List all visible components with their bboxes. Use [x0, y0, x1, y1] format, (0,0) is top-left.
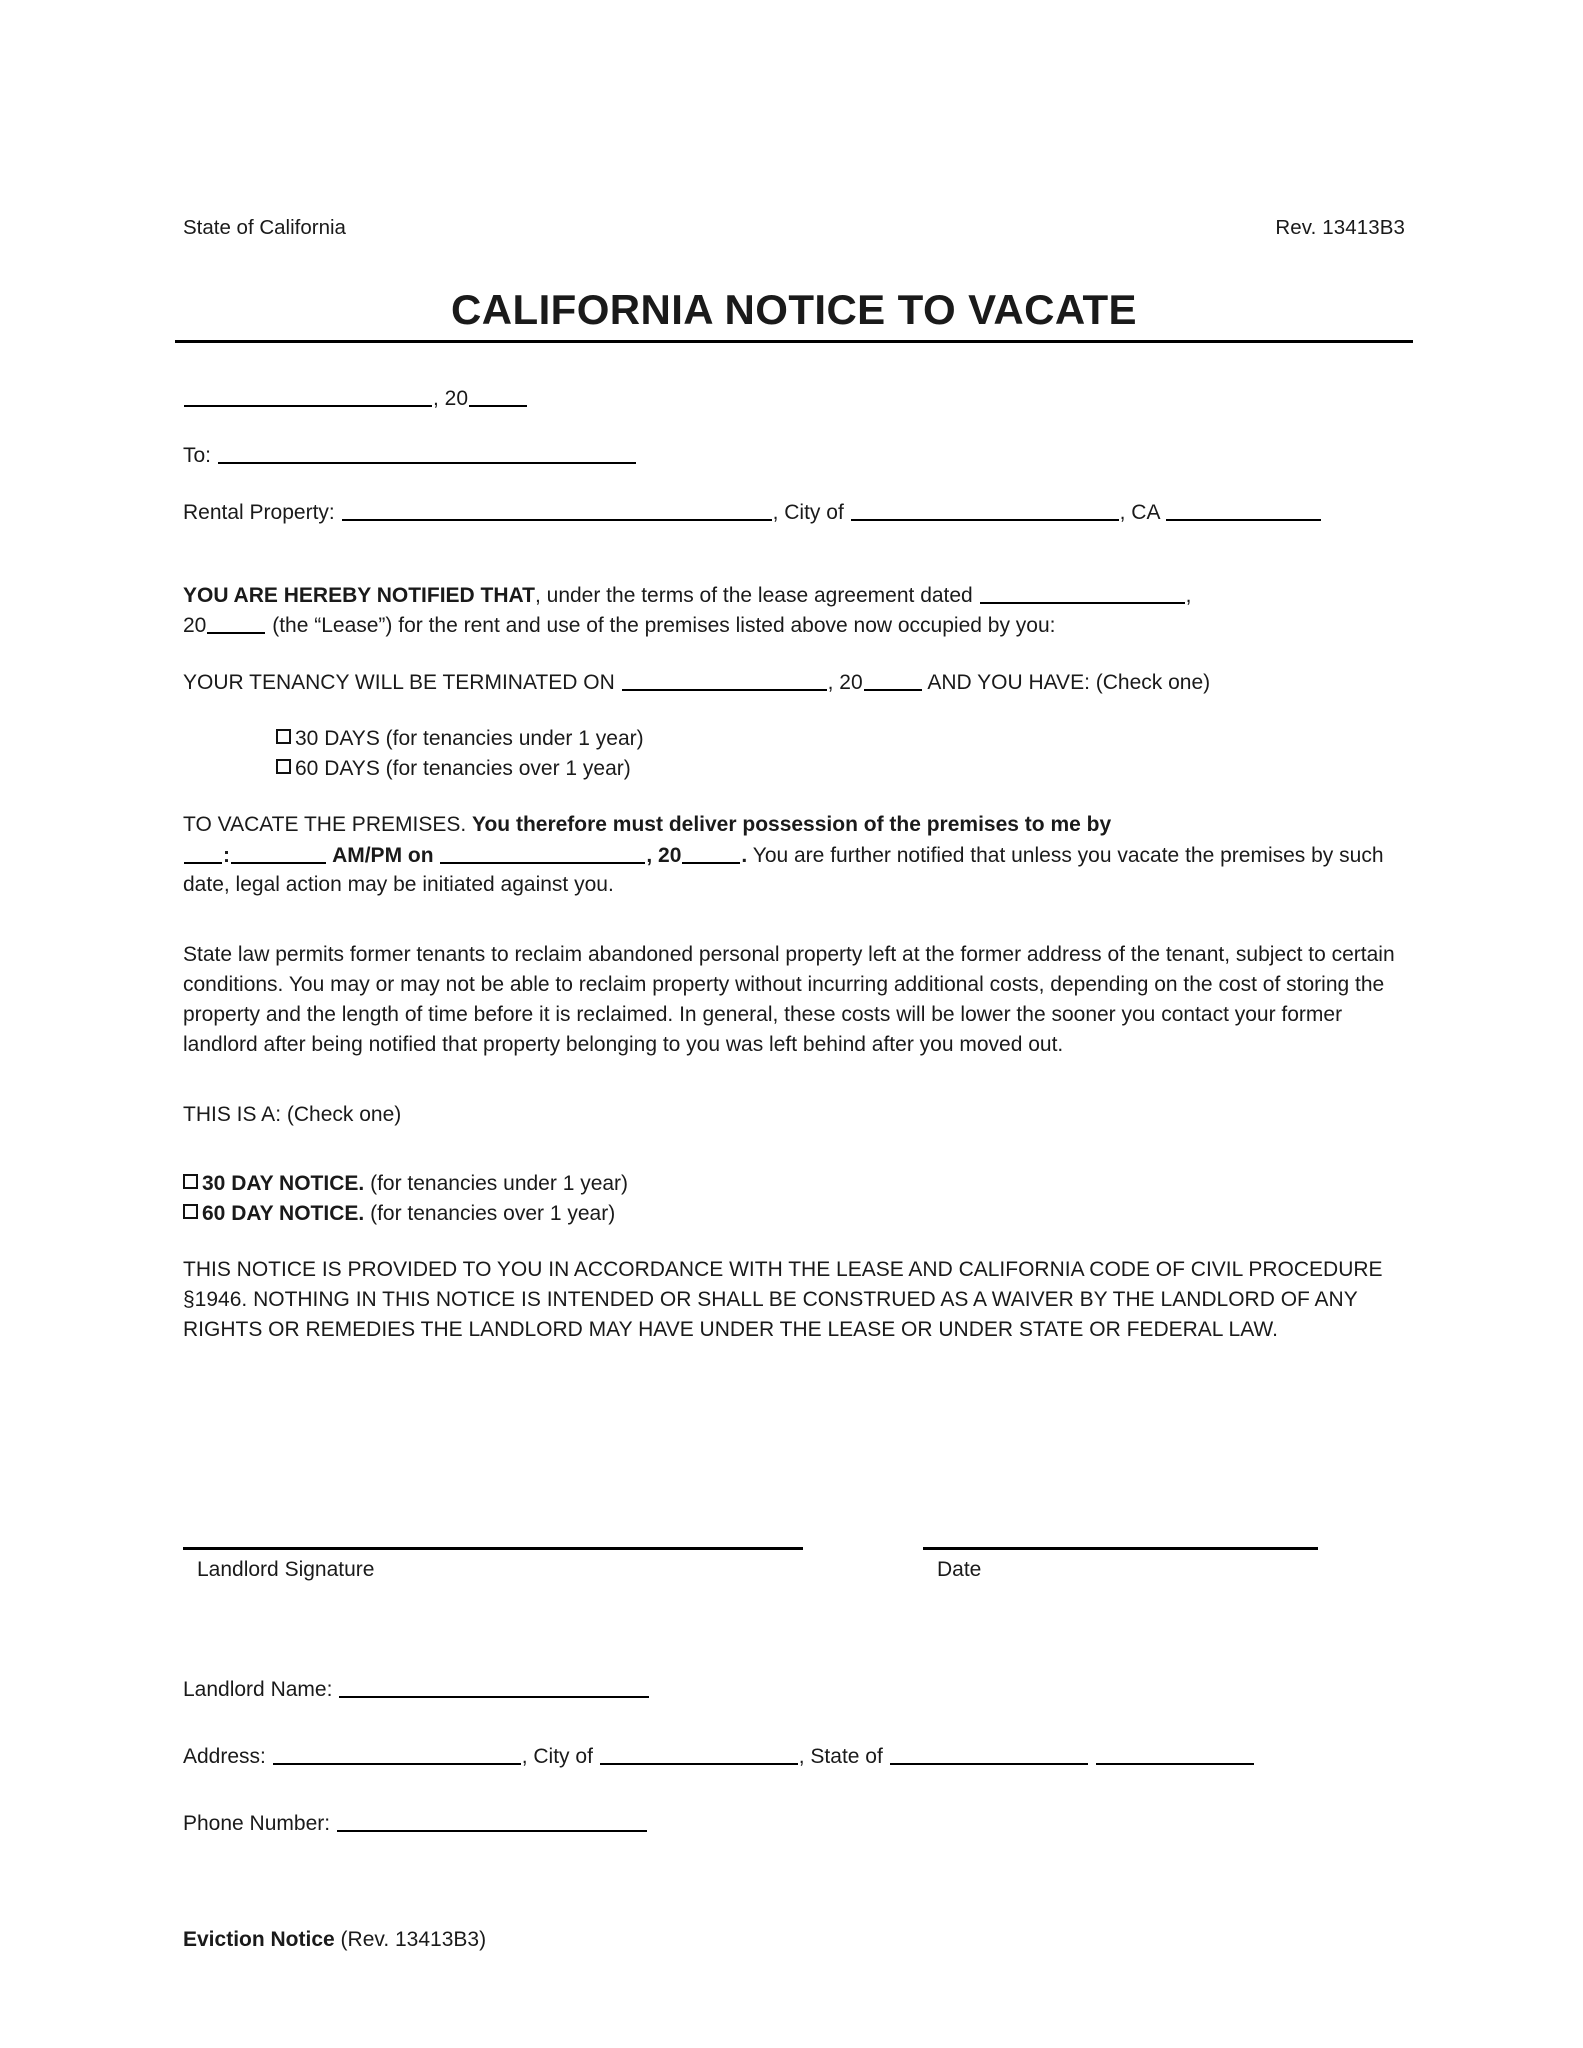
rental-property-zip-blank[interactable]: [1166, 497, 1321, 521]
landlord-name-label: Landlord Name:: [183, 1678, 333, 1702]
spacer: [183, 698, 1405, 724]
document-header: [183, 216, 1405, 241]
landlord-address-city-blank[interactable]: [600, 1741, 798, 1765]
rental-property-state-label: , CA: [1119, 500, 1160, 524]
hereby-notified-text-3: (the “Lease”) for the rent and use of the premises listed above now occupied by you:: [272, 614, 1056, 638]
termination-date-blank[interactable]: [622, 667, 827, 691]
lease-year-blank[interactable]: [207, 610, 265, 634]
checkbox-icon-30-days[interactable]: [276, 729, 291, 744]
vacate-period: .: [741, 843, 748, 867]
notice-option-60-day-bold: 60 DAY NOTICE.: [202, 1202, 365, 1226]
date-year-prefix: , 20: [433, 387, 469, 411]
vacate-date-blank[interactable]: [440, 840, 645, 864]
landlord-address-line: [183, 1741, 1405, 1772]
spacer: [183, 784, 1405, 810]
landlord-address-state-blank[interactable]: [890, 1741, 1088, 1765]
checkbox-icon-60-day-notice[interactable]: [183, 1204, 198, 1219]
days-option-60-label: 60 DAYS (for tenancies over 1 year): [295, 756, 631, 780]
notice-option-30-day[interactable]: [183, 1169, 1405, 1199]
page-title: CALIFORNIA NOTICE TO VACATE: [451, 286, 1137, 333]
abandoned-property-paragraph: State law permits former tenants to reclaim abandoned personal property left at the former address of the tenant, subject to certain conditions. You may or may not be able to reclaim property without incurring additional costs, depending on the cost of storing the property and the length of time before it is reclaimed. In general, these costs will be lower the sooner you contact your former landlord after being notified that property belonging to you was left behind after you moved out.: [183, 943, 1395, 1056]
spacer: [183, 926, 1405, 940]
header-revision-label: Rev. 13413B3: [1275, 216, 1405, 239]
landlord-address-city-label: , City of: [521, 1744, 593, 1768]
vacate-ampm-label: AM/PM on: [332, 843, 434, 867]
spacer: [183, 1229, 1405, 1255]
landlord-name-blank[interactable]: [339, 1674, 649, 1698]
footer-revision: (Rev. 13413B3): [340, 1928, 487, 1951]
spacer: [183, 554, 1405, 580]
rental-property-line: [183, 497, 1405, 528]
termination-text-2: , 20: [827, 671, 863, 695]
lease-date-blank[interactable]: [980, 580, 1185, 604]
signature-date-field[interactable]: [923, 1547, 1323, 1583]
title-block: [175, 288, 1413, 343]
notice-option-30-day-bold: 30 DAY NOTICE.: [202, 1172, 365, 1196]
rental-property-city-blank[interactable]: [851, 497, 1119, 521]
signature-block: [183, 1547, 1405, 1583]
termination-line: [183, 667, 1405, 698]
days-option-60[interactable]: [183, 754, 1405, 784]
signature-date-caption: Date: [937, 1558, 982, 1581]
vacate-text-1: TO VACATE THE PREMISES.: [183, 812, 467, 836]
vacate-year-blank[interactable]: [682, 840, 740, 864]
days-option-30-label: 30 DAYS (for tenancies under 1 year): [295, 727, 644, 751]
vacate-bold-1: You therefore must deliver possession of the premises to me by: [472, 812, 1112, 836]
vacate-text-2: You are further notified that unless you vacate the premises by such date, legal action may be initiated against you.: [183, 843, 1384, 897]
to-label: To:: [183, 443, 212, 467]
landlord-address-zip-blank[interactable]: [1096, 1741, 1254, 1765]
footer-title: Eviction Notice: [183, 1928, 335, 1951]
signature-lines-row: [183, 1547, 1405, 1583]
landlord-signature-field[interactable]: [183, 1547, 803, 1583]
spacer: [183, 1155, 1405, 1169]
vacate-minute-blank[interactable]: [231, 840, 326, 864]
termination-text-1: YOUR TENANCY WILL BE TERMINATED ON: [183, 671, 615, 695]
vacate-comma-year: , 20: [646, 843, 682, 867]
to-blank[interactable]: [218, 440, 636, 464]
landlord-fields: [183, 1674, 1405, 1839]
vacate-hour-blank[interactable]: [184, 840, 222, 864]
this-is-a-label: THIS IS A: (Check one): [183, 1102, 402, 1126]
hereby-notified-comma: ,: [1185, 583, 1192, 607]
landlord-address-state-label: , State of: [798, 1744, 883, 1768]
checkbox-icon-30-day-notice[interactable]: [183, 1174, 198, 1189]
landlord-address-label: Address:: [183, 1744, 266, 1768]
notice-option-60-day-text: [202, 1199, 615, 1229]
hereby-notified-paragraph: [183, 580, 1405, 642]
vacate-premises-paragraph: [183, 810, 1405, 900]
date-month-day-blank[interactable]: [184, 383, 432, 407]
vacate-colon: :: [223, 843, 230, 867]
hereby-notified-bold-lead: YOU ARE HEREBY NOTIFIED THAT: [183, 583, 535, 607]
landlord-address-blank[interactable]: [273, 1741, 521, 1765]
termination-year-blank[interactable]: [864, 667, 922, 691]
termination-text-3: AND YOU HAVE: (Check one): [927, 671, 1211, 695]
checkbox-icon-60-days[interactable]: [276, 759, 291, 774]
to-line: [183, 440, 1405, 471]
landlord-name-line: [183, 1674, 1405, 1705]
accordance-paragraph: THIS NOTICE IS PROVIDED TO YOU IN ACCORDANCE WITH THE LEASE AND CALIFORNIA CODE OF CIVIL PROCEDURE §1946. NOTHING IN THIS NOTICE IS INTENDED OR SHALL BE CONSTRUED AS A WAIVER BY THE LANDLORD OF ANY RIGHTS OR REMEDIES THE LANDLORD MAY HAVE UNDER THE LEASE OR UNDER STATE OR FEDERAL LAW.: [183, 1257, 1383, 1341]
rental-property-blank[interactable]: [342, 497, 772, 521]
rental-property-city-label: , City of: [772, 500, 844, 524]
date-year-blank[interactable]: [469, 383, 527, 407]
header-state-label: State of California: [183, 216, 346, 239]
landlord-phone-label: Phone Number:: [183, 1811, 331, 1835]
spacer: [183, 1086, 1405, 1100]
days-option-30[interactable]: [183, 724, 1405, 754]
landlord-phone-blank[interactable]: [337, 1808, 647, 1832]
title-divider: [175, 340, 1413, 343]
notice-option-30-day-rest: (for tenancies under 1 year): [370, 1172, 629, 1196]
notice-option-60-day-rest: (for tenancies over 1 year): [370, 1202, 616, 1226]
landlord-signature-caption: Landlord Signature: [197, 1558, 375, 1581]
rental-property-label: Rental Property:: [183, 500, 335, 524]
hereby-notified-text-1: , under the terms of the lease agreement dated: [534, 583, 973, 607]
document-footer: [183, 1928, 1405, 1952]
date-line: [183, 383, 1405, 414]
landlord-phone-line: [183, 1808, 1405, 1839]
notice-option-60-day[interactable]: [183, 1199, 1405, 1229]
lease-year-prefix: 20: [183, 614, 207, 638]
document-body: [183, 383, 1405, 1370]
notice-option-30-day-text: [202, 1169, 628, 1199]
